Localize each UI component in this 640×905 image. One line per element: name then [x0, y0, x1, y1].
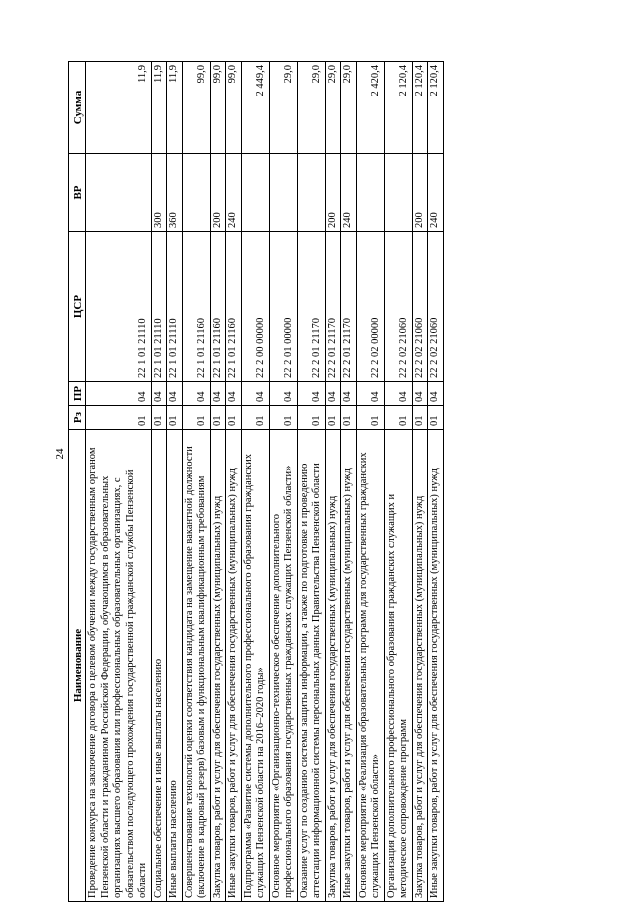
- table-row: [167, 62, 183, 902]
- cell-name: Социальное обеспечение и иные выплаты населению: [151, 430, 167, 902]
- cell-vr: [241, 154, 269, 232]
- table-row: [86, 62, 152, 902]
- cell-sum: 29,0: [269, 62, 297, 154]
- cell-pr: 04: [241, 382, 269, 406]
- cell-sum: 2 120,4: [428, 62, 444, 154]
- cell-sum: 2 420,4: [356, 62, 384, 154]
- cell-pr: 04: [151, 382, 167, 406]
- cell-rz: 01: [297, 406, 325, 430]
- budget-table: [68, 61, 444, 902]
- cell-sum: 11,9: [86, 62, 152, 154]
- cell-rz: 01: [210, 406, 226, 430]
- cell-csr: 22 1 01 21160: [226, 232, 242, 382]
- cell-vr: 200: [325, 154, 341, 232]
- cell-pr: 04: [86, 382, 152, 406]
- cell-pr: 04: [356, 382, 384, 406]
- cell-name: Закупка товаров, работ и услуг для обеспечения государственных (муниципальных) нужд: [412, 430, 428, 902]
- cell-csr: 22 2 02 21060: [384, 232, 412, 382]
- cell-vr: 300: [151, 154, 167, 232]
- cell-csr: 22 2 01 00000: [269, 232, 297, 382]
- cell-name: Основное мероприятие «Организационно-техническое обеспечение дополнительного профессионального образования государственных гражданских служащих Пензенской области»: [269, 430, 297, 902]
- cell-sum: 2 120,4: [412, 62, 428, 154]
- cell-csr: 22 2 02 21060: [412, 232, 428, 382]
- table-row: [412, 62, 428, 902]
- cell-vr: [86, 154, 152, 232]
- table-row: [325, 62, 341, 902]
- cell-name: Подпрограмма «Развитие системы дополнительного профессионального образования гражданских служащих Пензенской области на 2016–2020 годы»: [241, 430, 269, 902]
- budget-table-container: [68, 62, 568, 902]
- cell-pr: 04: [384, 382, 412, 406]
- cell-name: Закупка товаров, работ и услуг для обеспечения государственных (муниципальных) нужд: [325, 430, 341, 902]
- cell-csr: 22 2 02 00000: [356, 232, 384, 382]
- column-header-sum: Сумма: [69, 62, 86, 154]
- cell-name: Организация дополнительного профессионального образования гражданских служащих и методическое сопровождение программ: [384, 430, 412, 902]
- cell-vr: [182, 154, 210, 232]
- table-header-row: [69, 62, 86, 902]
- cell-rz: 01: [182, 406, 210, 430]
- cell-vr: [356, 154, 384, 232]
- cell-sum: 2 120,4: [384, 62, 412, 154]
- cell-vr: 240: [226, 154, 242, 232]
- cell-pr: 04: [182, 382, 210, 406]
- cell-name: Основное мероприятие «Реализация образовательных программ для государственных гражданских служащих Пензенской области»: [356, 430, 384, 902]
- cell-sum: 29,0: [341, 62, 357, 154]
- cell-rz: 01: [325, 406, 341, 430]
- cell-vr: 200: [412, 154, 428, 232]
- table-row: [384, 62, 412, 902]
- table-row: [356, 62, 384, 902]
- table-row: [297, 62, 325, 902]
- cell-sum: 99,0: [226, 62, 242, 154]
- cell-name: Иные закупки товаров, работ и услуг для обеспечения государственных (муниципальных) нужд: [428, 430, 444, 902]
- cell-name: Иные закупки товаров, работ и услуг для обеспечения государственных (муниципальных) нужд: [341, 430, 357, 902]
- cell-pr: 04: [412, 382, 428, 406]
- cell-vr: 360: [167, 154, 183, 232]
- cell-pr: 04: [210, 382, 226, 406]
- page-number: 24: [54, 448, 66, 460]
- table-row: [241, 62, 269, 902]
- table-row: [341, 62, 357, 902]
- cell-rz: 01: [151, 406, 167, 430]
- cell-rz: 01: [428, 406, 444, 430]
- cell-vr: [269, 154, 297, 232]
- cell-rz: 01: [384, 406, 412, 430]
- cell-csr: 22 1 01 21160: [210, 232, 226, 382]
- cell-csr: 22 2 01 21170: [325, 232, 341, 382]
- cell-rz: 01: [167, 406, 183, 430]
- cell-pr: 04: [226, 382, 242, 406]
- cell-pr: 04: [297, 382, 325, 406]
- cell-sum: 99,0: [182, 62, 210, 154]
- cell-name: Совершенствование технологий оценки соответствия кандидата на замещение вакантной должности (включение в кадровый резерв) базовым и функциональным квалификационным требованиям: [182, 430, 210, 902]
- cell-sum: 99,0: [210, 62, 226, 154]
- table-row: [428, 62, 444, 902]
- cell-rz: 01: [356, 406, 384, 430]
- cell-csr: 22 1 01 21110: [167, 232, 183, 382]
- cell-sum: 11,9: [167, 62, 183, 154]
- cell-sum: 29,0: [297, 62, 325, 154]
- cell-pr: 04: [325, 382, 341, 406]
- cell-sum: 2 449,4: [241, 62, 269, 154]
- cell-rz: 01: [241, 406, 269, 430]
- cell-pr: 04: [167, 382, 183, 406]
- table-row: [182, 62, 210, 902]
- column-header-rz: Рз: [69, 406, 86, 430]
- cell-csr: 22 2 00 00000: [241, 232, 269, 382]
- column-header-vr: ВР: [69, 154, 86, 232]
- cell-sum: 29,0: [325, 62, 341, 154]
- cell-csr: 22 2 01 21170: [297, 232, 325, 382]
- cell-csr: 22 2 01 21170: [341, 232, 357, 382]
- cell-vr: 200: [210, 154, 226, 232]
- cell-pr: 04: [428, 382, 444, 406]
- cell-name: Закупка товаров, работ и услуг для обеспечения государственных (муниципальных) нужд: [210, 430, 226, 902]
- column-header-name: Наименование: [69, 430, 86, 902]
- cell-rz: 01: [412, 406, 428, 430]
- cell-csr: 22 1 01 21110: [151, 232, 167, 382]
- cell-rz: 01: [269, 406, 297, 430]
- cell-csr: 22 1 01 21160: [182, 232, 210, 382]
- table-row: [151, 62, 167, 902]
- cell-csr: 22 2 02 21060: [428, 232, 444, 382]
- cell-vr: 240: [428, 154, 444, 232]
- cell-name: Иные выплаты населению: [167, 430, 183, 902]
- cell-pr: 04: [341, 382, 357, 406]
- cell-name: Оказание услуг по созданию системы защиты информации, а также по подготовке и проведению аттестации информационной системы персональных данных Правительства Пензенской области: [297, 430, 325, 902]
- table-row: [226, 62, 242, 902]
- column-header-csr: ЦСР: [69, 232, 86, 382]
- cell-rz: 01: [341, 406, 357, 430]
- cell-rz: 01: [86, 406, 152, 430]
- cell-name: Иные закупки товаров, работ и услуг для обеспечения государственных (муниципальных) нужд: [226, 430, 242, 902]
- cell-vr: 240: [341, 154, 357, 232]
- table-row: [210, 62, 226, 902]
- cell-rz: 01: [226, 406, 242, 430]
- cell-csr: 22 1 01 21110: [86, 232, 152, 382]
- cell-vr: [384, 154, 412, 232]
- column-header-pr: ПР: [69, 382, 86, 406]
- table-row: [269, 62, 297, 902]
- cell-sum: 11,9: [151, 62, 167, 154]
- cell-name: Проведение конкурса на заключение договора о целевом обучении между государственным органом Пензенской области и гражданином Российской Федерации, обучающимся в образовательных организациях высшего образования или профессиональных образовательных организациях, с обязательством последующего прохождения государственной гражданской службы Пензенской области: [86, 430, 152, 902]
- cell-pr: 04: [269, 382, 297, 406]
- cell-vr: [297, 154, 325, 232]
